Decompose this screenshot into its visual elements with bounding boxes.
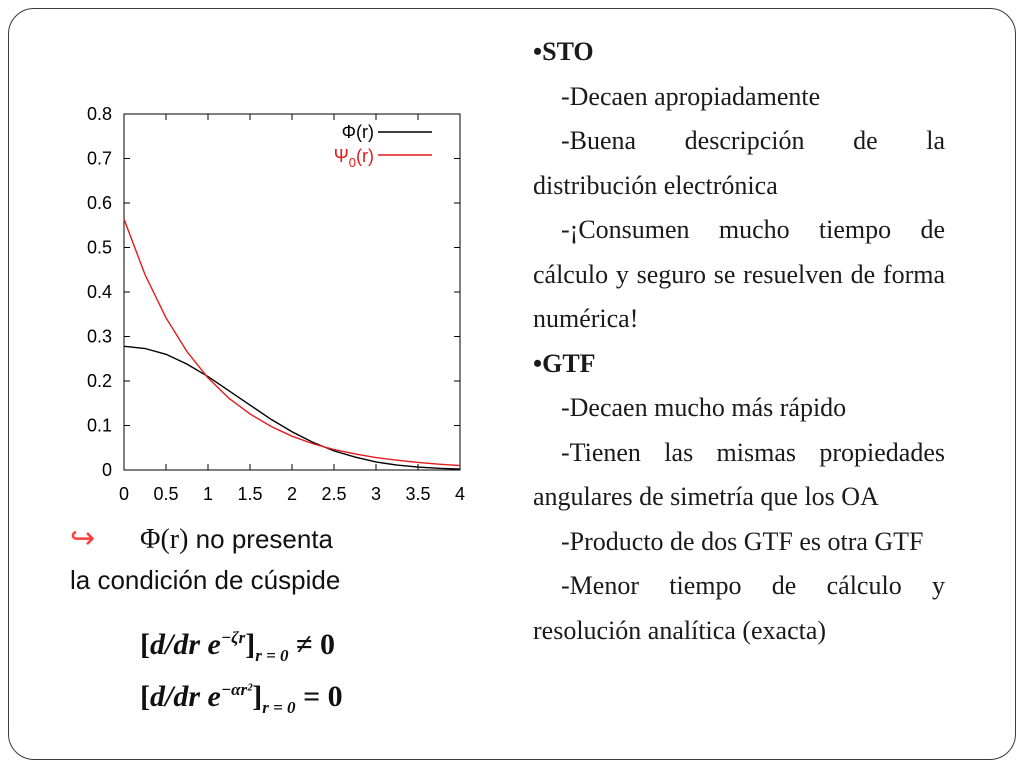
eq1-subscript: r = 0 [255,646,289,665]
legend-label-psi0: $\Psi_0(r)$ [333,146,374,170]
eq2-subscript: r = 0 [262,698,296,717]
sto-heading: •STO [533,37,594,66]
legend-label-phi: Φ(r) [341,122,374,142]
text-column [533,30,945,653]
hook-arrow-icon: ↪ [70,522,96,555]
gtf-point-3: -Producto de dos GTF es otra GTF [561,526,924,556]
y-tick-label: 0.8 [86,104,112,124]
phi-symbol: Φ(r) [140,524,189,555]
eq2-exponent: −αr² [220,680,253,699]
sto-point-1: -Decaen apropiadamente [561,81,821,111]
series-line-psi0 [124,219,460,466]
eq1-bracket-open: [ [140,628,150,661]
x-tick-label: 0 [118,484,130,504]
line-chart [60,95,500,515]
y-tick-label: 0.5 [86,237,112,258]
y-tick-label: 0.4 [86,282,112,302]
note-text-1: no presenta [188,524,334,554]
gtf-point-4: -Menor tiempo de cálculo y resolución analítica (exacta) [533,571,945,645]
eq1-exponent: −ζr [220,628,246,647]
eq2-derivative: d/dr e [150,680,221,713]
equation-gtf [140,680,343,718]
y-tick-label: 0.7 [86,148,112,169]
x-tick-label: 3.5 [405,484,431,504]
x-tick-label: 3 [370,484,382,504]
y-tick-label: 0 [101,460,112,480]
series-line-phi [124,346,460,469]
eq2-rhs: = 0 [295,680,343,713]
y-tick-label: 0.2 [86,371,112,391]
equation-sto [140,628,335,666]
eq2-bracket-open: [ [140,680,150,713]
cusp-note-line1 [70,524,333,554]
gtf-point-1: -Decaen mucho más rápido [561,393,847,422]
sto-point-3: -¡Consumen mucho tiempo de cálculo y seguro se resuelven de forma numérica! [533,215,945,333]
eq1-bracket-close: ] [245,628,256,661]
x-tick-label: 1.5 [237,484,263,504]
gtf-point-2: -Tienen las mismas propiedades angulares de simetría que los OA [533,437,945,511]
cusp-note-line2: la condición de cúspide [70,565,341,595]
eq2-bracket-close: ] [252,680,263,713]
x-tick-label: 0.5 [153,484,179,504]
eq1-rhs: ≠ 0 [288,628,336,661]
x-tick-label: 2.5 [321,484,347,504]
eq1-derivative: d/dr e [150,628,221,661]
y-tick-label: 0.3 [86,326,112,347]
x-tick-label: 1 [202,484,214,504]
y-tick-label: 0.1 [86,415,112,436]
x-tick-label: 4 [454,484,466,504]
gtf-heading: •GTF [533,348,596,378]
sto-point-2: -Buena descripción de la distribución electrónica [533,126,945,200]
y-tick-label: 0.6 [86,193,112,213]
x-tick-label: 2 [286,484,298,504]
plot-frame [124,114,460,470]
